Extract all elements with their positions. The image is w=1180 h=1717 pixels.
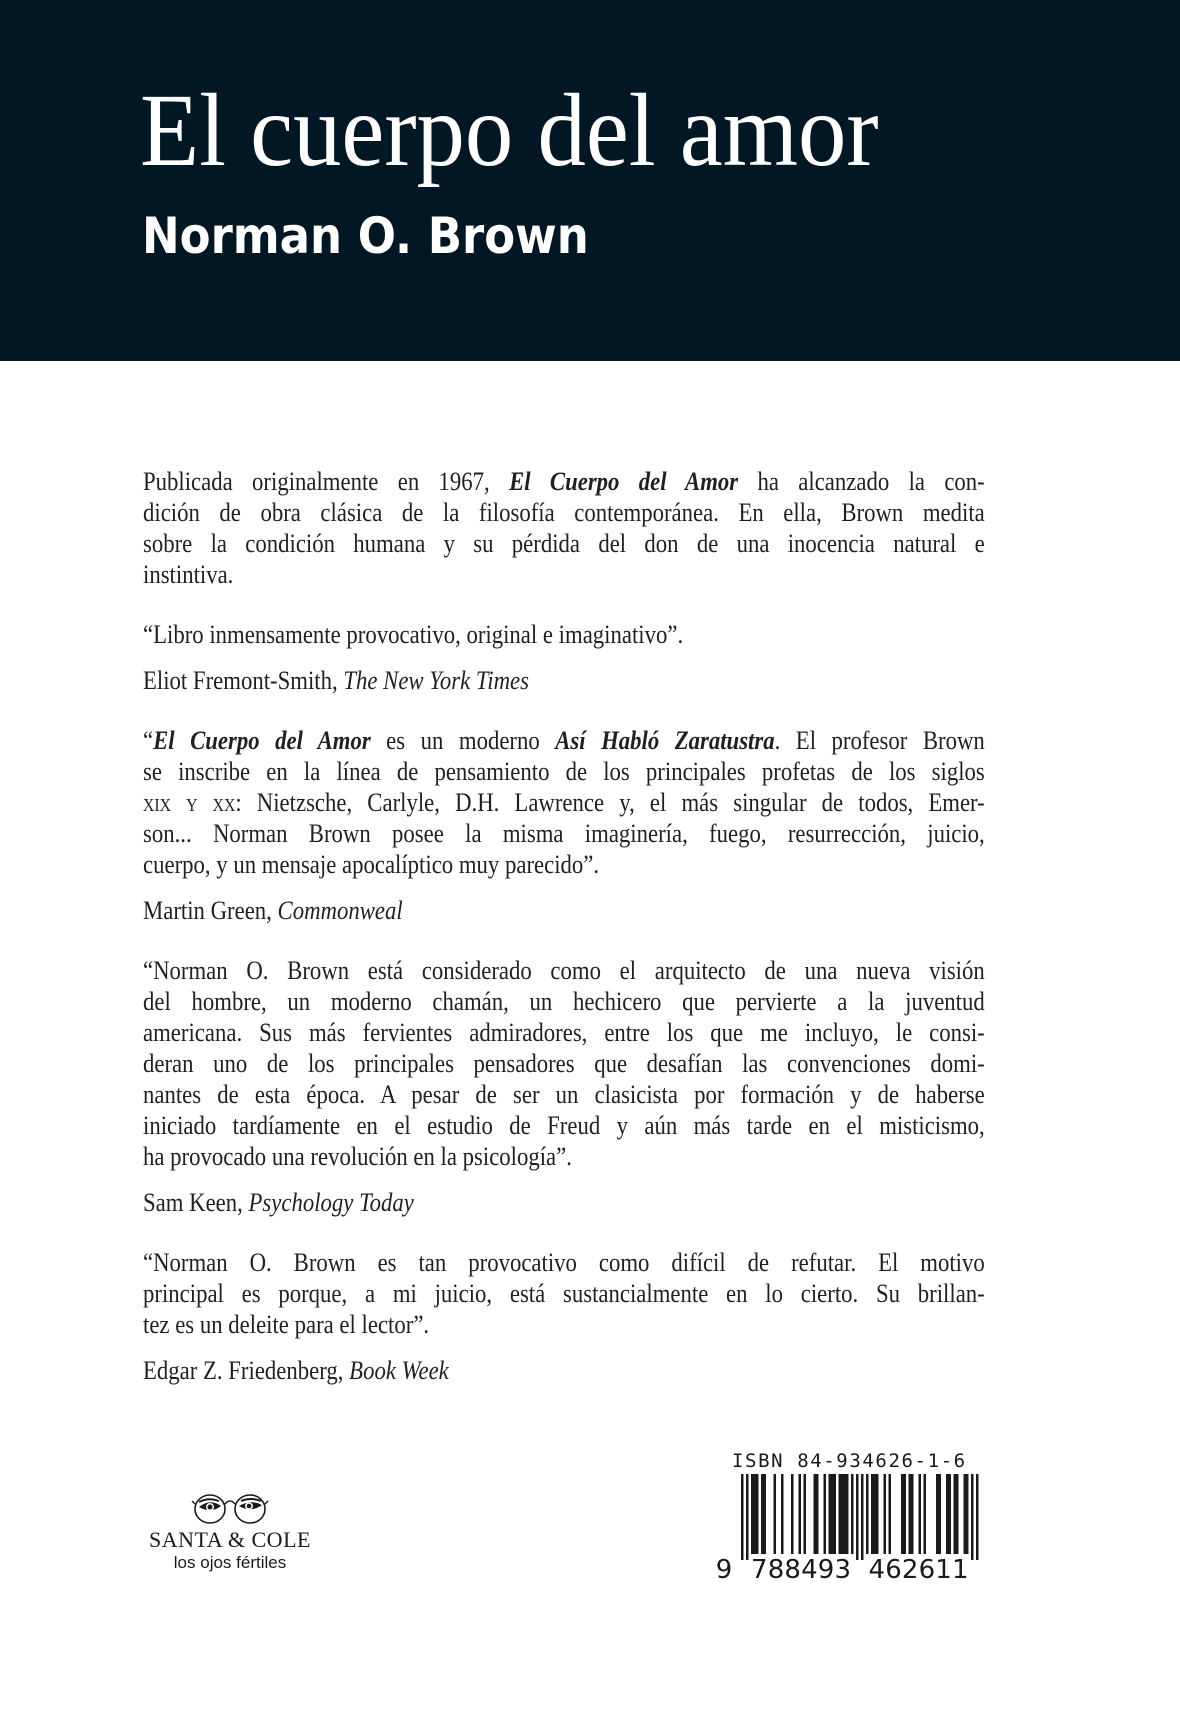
barcode-bar [954,1474,957,1554]
book-title-ref: Así Habló Zaratustra [555,726,775,755]
barcode-bar [966,1474,969,1554]
barcode-bar [751,1474,754,1554]
barcode-bar [919,1474,922,1554]
glasses-with-eyes-icon [191,1492,269,1526]
text-run: deran uno de los principales pensadores que desafían las convenciones domi- [143,1049,985,1078]
text-run: es un moderno [370,726,556,755]
publication-name: Psychology Today [248,1188,414,1217]
text-line [143,559,985,590]
text-line [143,1309,985,1340]
barcode-bar [949,1474,952,1554]
barcode-bar [884,1474,887,1554]
text-run: iniciado tardíamente en el estudio de Freud y aún más tarde en el misticismo, [143,1111,985,1140]
text-run: instintiva. [143,560,234,589]
barcode-bar [971,1474,974,1560]
publisher-name: SANTA & COLE [149,1527,311,1552]
barcode-digits-left: 788493 [751,1555,851,1582]
barcode-bar [939,1474,942,1554]
text-run: . El profesor Brown [774,726,985,755]
barcode-bar [746,1474,749,1560]
barcode-digit-first: 9 [716,1555,733,1582]
text-line [143,1247,985,1278]
barcode-bar [741,1474,744,1560]
barcode-bar [781,1474,784,1554]
barcode-bar [964,1474,967,1554]
text-line [143,986,985,1017]
text-run: “Norman O. Brown está considerado como el arquitecto de una nueva visión [143,956,985,985]
book-description [143,466,985,590]
text-line [143,1141,985,1172]
reviewer-name: Martin Green, [143,896,278,925]
barcode-bar [901,1474,904,1554]
text-line [143,1278,985,1309]
barcode-bar [839,1474,842,1554]
barcode-bar [871,1474,874,1554]
back-cover-text [143,466,985,1415]
text-run: Publicada originalmente en 1967, [143,467,510,496]
quote-attribution [143,1355,880,1386]
text-line [143,756,985,787]
barcode-bar [791,1474,794,1554]
barcode-bar [834,1474,837,1554]
barcode-bar [824,1474,827,1554]
text-run: : Nietzsche, Carlyle, D.H. Lawrence y, el más singular de todos, Emer- [235,788,985,817]
text-line [143,1017,985,1048]
text-run: americana. Sus más fervientes admiradores, entre los que me incluyo, le consi- [143,1018,985,1047]
barcode-bar [774,1474,777,1554]
book-title-ref: El Cuerpo del Amor [509,467,739,496]
reviewer-name: Eliot Fremont-Smith, [143,666,344,695]
quote-attribution [143,1187,880,1218]
text-run: cuerpo, y un mensaje apocalíptico muy parecido”. [143,850,600,879]
barcode-bar [846,1474,849,1554]
text-line [143,528,985,559]
review-quote [143,955,985,1218]
text-run: principal es porque, a mi juicio, está sustancialmente en lo cierto. Su brillan- [143,1279,985,1308]
barcode-bar [829,1474,832,1554]
reviewer-name: Sam Keen, [143,1188,249,1217]
barcode-bar [904,1474,907,1554]
barcode-bar [761,1474,764,1554]
barcode-bar [756,1474,759,1554]
barcode-bar [874,1474,877,1554]
text-run: del hombre, un moderno chamán, un hechicero que pervierte a la juventud [143,987,985,1016]
book-title-ref: El Cuerpo del Amor [153,726,371,755]
text-run: “Norman O. Brown es tan provocativo como difícil de refutar. El motivo [143,1248,985,1277]
text-line [143,1079,985,1110]
barcode-digits-right: 462611 [868,1555,969,1582]
isbn-barcode [716,1450,988,1582]
barcode-bar [876,1474,879,1554]
text-run: nantes de esta época. A pesar de ser un clasicista por formación y de haberse [143,1080,985,1109]
barcode-bar [844,1474,847,1554]
barcode-bar [841,1474,844,1554]
text-run: son... Norman Brown posee la misma imaginería, fuego, resurrección, juicio, [143,819,985,848]
text-line [143,1110,985,1141]
book-title: El cuerpo del amor [140,73,879,188]
publisher-logo [140,1492,320,1574]
text-run: sobre la condición humana y su pérdida del don de una inocencia natural e [143,529,985,558]
text-run: “ [143,726,154,755]
barcode-bar [856,1474,859,1560]
text-line [143,497,985,528]
barcode-bar [956,1474,959,1554]
barcode-bar [816,1474,819,1554]
barcode-bar [866,1474,869,1554]
barcode-bar [946,1474,949,1554]
review-quote [143,725,985,926]
barcode-bar [799,1474,802,1554]
publication-name: Book Week [349,1356,449,1385]
text-line [143,725,985,756]
text-line [143,787,985,818]
reviewer-name: Edgar Z. Friedenberg, [143,1356,350,1385]
barcode-bar [924,1474,927,1554]
isbn-label: ISBN 84-934626-1-6 [732,1450,967,1472]
barcode-bar [911,1474,914,1554]
text-run: xix y xx [143,788,236,817]
review-quote [143,619,985,696]
text-line [143,466,985,497]
barcode-bars [716,1474,988,1582]
cover-header [0,0,1180,361]
text-run: dición de obra clásica de la filosofía contemporánea. En ella, Brown medita [143,498,985,527]
publisher-tagline: los ojos fértiles [173,1553,287,1572]
barcode-bar [936,1474,939,1554]
barcode-bar [804,1474,807,1554]
barcode-bar [831,1474,834,1554]
quote-attribution [143,895,880,926]
barcode-bar [976,1474,979,1560]
barcode-bar [861,1474,864,1560]
text-line [143,955,985,986]
publication-name: The New York Times [343,666,529,695]
text-run: se inscribe en la línea de pensamiento de los principales profetas de los siglos [143,757,985,786]
text-run: ha provocado una revolución en la psicología”. [143,1142,572,1171]
barcode-bar [851,1474,854,1554]
text-run: “Libro inmensamente provocativo, original e imaginativo”. [143,620,684,649]
review-quote [143,1247,985,1386]
text-run: tez es un deleite para el lector”. [143,1310,430,1339]
barcode-bar [754,1474,757,1554]
book-author: Norman O. Brown [142,207,589,265]
text-line [143,818,985,849]
barcode-bar [909,1474,912,1554]
barcode-bar [889,1474,892,1554]
publication-name: Commonweal [277,896,403,925]
text-run: ha alcanzado la con- [738,467,985,496]
text-line [143,619,985,650]
text-line [143,1048,985,1079]
quote-attribution [143,665,880,696]
barcode-bar [764,1474,767,1554]
barcode-bar [814,1474,817,1554]
text-line [143,849,985,880]
